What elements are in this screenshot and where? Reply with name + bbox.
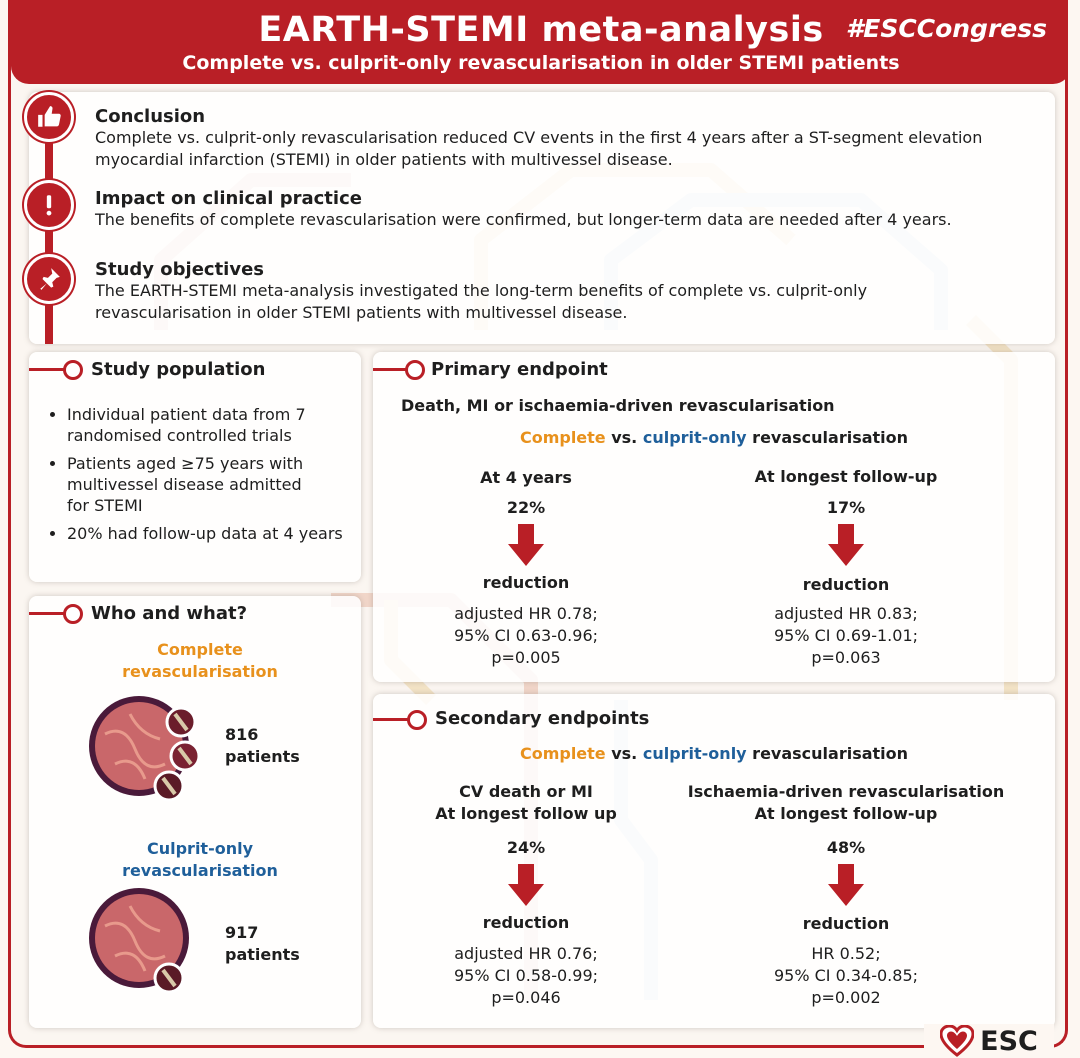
primary-outcome: Death, MI or ischaemia-driven revascularisation (401, 396, 835, 415)
secondary-left-label1: CV death or MI (459, 782, 593, 801)
pushpin-icon (24, 254, 74, 304)
primary-header-ring (405, 360, 425, 380)
primary-right-stat3: p=0.063 (811, 648, 881, 667)
esc-logo (924, 1024, 1054, 1058)
primary-left-pct: 22% (506, 498, 546, 517)
complete-patients-word: patients (225, 747, 300, 766)
primary-right-stat1: adjusted HR 0.83; (774, 604, 918, 623)
heart-logo-icon (940, 1025, 974, 1057)
secondary-right-stat3: p=0.002 (811, 988, 881, 1007)
primary-left-stat1: adjusted HR 0.78; (454, 604, 598, 623)
esc-logo-text: ESC (980, 1025, 1038, 1057)
complete-count: 816 (225, 725, 259, 744)
thumbs-up-icon (24, 92, 74, 142)
primary-left-stat2: 95% CI 0.63-0.96; (453, 626, 599, 645)
who-header-ring (63, 604, 83, 624)
page-title: EARTH-STEMI meta-analysis (258, 10, 824, 50)
primary-right-reduction: reduction (802, 575, 890, 594)
secondary-header-ring (407, 710, 427, 730)
compare-culprit: culprit-only (642, 744, 747, 763)
down-arrow-icon (828, 524, 864, 566)
secondary-left-pct: 24% (506, 838, 546, 857)
compare-vs: vs. (605, 744, 643, 763)
culprit-label: Culprit-only revascularisation (122, 839, 278, 880)
header-banner (11, 0, 1068, 84)
secondary-left-label2: At longest follow up (435, 804, 617, 823)
population-bullet: • Patients aged ≥75 years with multivessel disease admitted for STEMI (67, 453, 307, 516)
down-arrow-icon (508, 524, 544, 566)
compare-rest: revascularisation (746, 428, 909, 447)
compare-complete: Complete (519, 744, 606, 763)
population-title: Study population (91, 359, 266, 380)
primary-comparison (373, 427, 1055, 449)
primary-left-reduction: reduction (482, 573, 570, 592)
heart-vessels-icon (85, 886, 215, 996)
down-arrow-icon (828, 864, 864, 906)
conclusion-title: Conclusion (95, 106, 206, 127)
secondary-left-stat2: 95% CI 0.58-0.99; (453, 966, 599, 985)
population-bullets (49, 404, 367, 551)
secondary-right-label2: At longest follow-up (754, 804, 938, 823)
objectives-title: Study objectives (95, 259, 264, 280)
conclusion-text: Complete vs. culprit-only revascularisation reduced CV events in the first 4 years after a ST-segment elevation myocardial infarction (STEMI) in older patients with multivessel disease. (95, 128, 983, 169)
primary-right-stat2: 95% CI 0.69-1.01; (773, 626, 919, 645)
hashtag: #ESCCongress (845, 14, 1047, 43)
culprit-patients-word: patients (225, 945, 300, 964)
impact-title: Impact on clinical practice (95, 188, 362, 209)
primary-title: Primary endpoint (431, 359, 608, 380)
primary-left-stat3: p=0.005 (491, 648, 561, 667)
exclamation-icon (24, 180, 74, 230)
down-arrow-icon (508, 864, 544, 906)
objectives-text: The EARTH-STEMI meta-analysis investigated the long-term benefits of complete vs. culprit-only revascularisation in older STEMI patients with multivessel disease. (95, 281, 868, 322)
culprit-count: 917 (225, 923, 259, 942)
primary-left-label: At 4 years (480, 468, 572, 487)
heart-vessels-icon (85, 694, 215, 804)
secondary-left-stat1: adjusted HR 0.76; (454, 944, 598, 963)
secondary-title: Secondary endpoints (435, 708, 650, 729)
secondary-right-stat2: 95% CI 0.34-0.85; (773, 966, 919, 985)
compare-vs: vs. (605, 428, 643, 447)
secondary-right-stat1: HR 0.52; (811, 944, 881, 963)
population-bullet: • Individual patient data from 7 randomised controlled trials (67, 404, 367, 446)
who-title: Who and what? (91, 603, 248, 624)
complete-label: Complete revascularisation (122, 640, 278, 681)
primary-right-label: At longest follow-up (754, 467, 938, 486)
compare-complete: Complete (519, 428, 606, 447)
secondary-right-pct: 48% (826, 838, 866, 857)
secondary-left-stat3: p=0.046 (491, 988, 561, 1007)
infographic-frame (8, 0, 1068, 1048)
secondary-right-label1: Ischaemia-driven revascularisation (687, 782, 1005, 801)
primary-right-pct: 17% (826, 498, 866, 517)
secondary-comparison (373, 743, 1055, 765)
impact-text: The benefits of complete revascularisation were confirmed, but longer-term data are needed after 4 years. (95, 210, 952, 229)
compare-culprit: culprit-only (642, 428, 747, 447)
page-subtitle: Complete vs. culprit-only revascularisation in older STEMI patients (182, 52, 900, 74)
summary-timeline (45, 120, 53, 344)
compare-rest: revascularisation (746, 744, 909, 763)
population-bullet: • 20% had follow-up data at 4 years (67, 523, 367, 544)
secondary-right-reduction: reduction (802, 914, 890, 933)
population-header-ring (63, 360, 83, 380)
secondary-left-reduction: reduction (482, 913, 570, 932)
